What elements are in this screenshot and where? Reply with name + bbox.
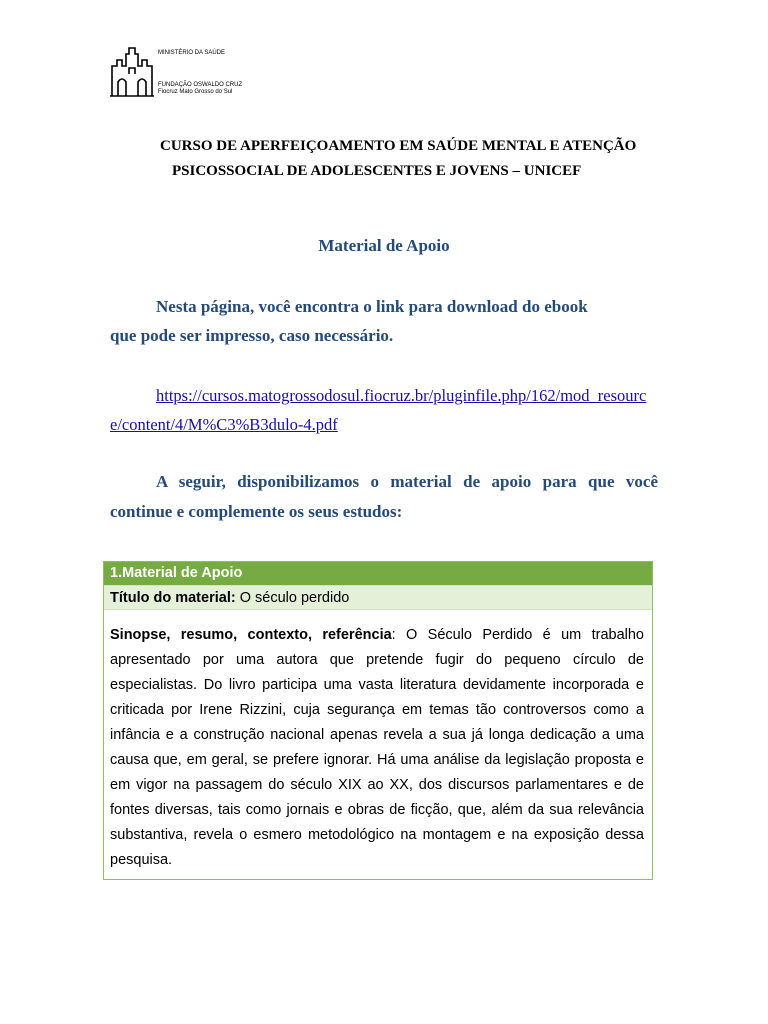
fiocruz-castle-logo-icon bbox=[108, 44, 156, 98]
section-title: Material de Apoio bbox=[318, 236, 450, 255]
logo-ministry-text: MINISTÉRIO DA SAÚDE bbox=[158, 50, 226, 56]
logo-unit-text: Fiocruz Mato Grosso do Sul bbox=[158, 89, 233, 95]
course-title-line-2: PSICOSSOCIAL DE ADOLESCENTES E JOVENS – UNICEF bbox=[172, 163, 582, 179]
material-title-row bbox=[104, 585, 652, 609]
fiocruz-logo bbox=[108, 44, 248, 98]
synopsis-text: : O Século Perdido é um trabalho apresentado por uma autora que pretende fugir do pequeno círculo de especialistas. Do livro participa uma vasta literatura devidamente incorporada e criticada por Irene Rizzini, cuja segurança em temas tão controversos como a infância e a construção nacional apenas revela a sua já longa dedicação a uma causa que, em geral, se prefere ignorar. Há uma análise da legislação proposta e em vigor na passagem do século XIX ao XX, dos discursos parlamentares e de fontes diversas, tais como jornais e obras de ficção, que, além da sua relevância substantiva, revela o esmero metodológico na montagem e na exposição dessa pesquisa. bbox=[110, 627, 644, 868]
intro-text bbox=[110, 292, 658, 350]
material-card-header: 1.Material de Apoio bbox=[104, 562, 652, 585]
intro-line-1: Nesta página, você encontra o link para download do ebook bbox=[156, 297, 588, 316]
course-title-line-1: CURSO DE APERFEIÇOAMENTO EM SAÚDE MENTAL E ATENÇÃO bbox=[160, 138, 637, 154]
intro-line-2: que pode ser impresso, caso necessário. bbox=[110, 326, 394, 345]
material-card bbox=[103, 561, 653, 880]
support-paragraph: A seguir, disponibilizamos o material de apoio para que você continue e complemente os seus estudos: bbox=[110, 472, 658, 521]
material-title-value: O século perdido bbox=[235, 590, 350, 606]
ebook-download-link[interactable]: https://cursos.matogrossodosul.fiocruz.br/pluginfile.php/162/mod_resource/content/4/M%C3%B3dulo-4.pdf bbox=[110, 386, 647, 434]
material-title-label: Título do material: bbox=[110, 590, 236, 606]
material-synopsis bbox=[104, 609, 652, 879]
synopsis-label: Sinopse, resumo, contexto, referência bbox=[110, 627, 392, 643]
logo-foundation-text: FUNDAÇÃO OSWALDO CRUZ bbox=[158, 82, 243, 88]
